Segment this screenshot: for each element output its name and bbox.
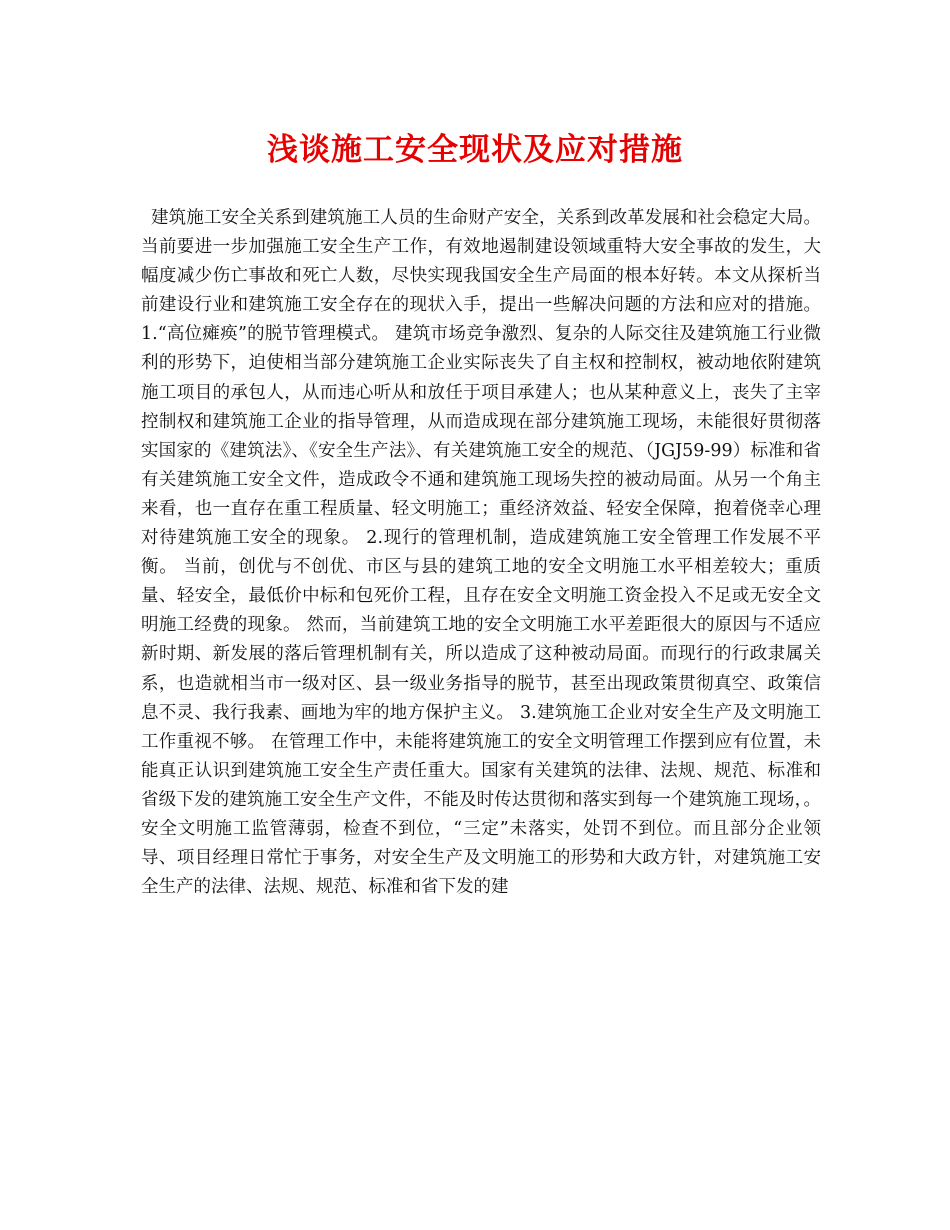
document-body: 建筑施工安全关系到建筑施工人员的生命财产安全，关系到改革发展和社会稳定大局。当前要进一步加强施工安全生产工作，有效地遏制建设领域重特大安全事故的发生，大幅度减少伤亡事故和死亡人数，尽快实现我国安全生产局面的根本好转。本文从探析当前建设行业和建筑施工安全存在的现状入手，提出一些解决问题的方法和应对的措施。 1.“高位瘫痪”的脱节管理模式。 建筑市场竞争激烈、复杂的人际交往及建筑施工行业微利的形势下，迫使相当部分建筑施工企业实际丧失了自主权和控制权，被动地依附建筑施工项目的承包人，从而违心听从和放任于项目承建人；也从某种意义上，丧失了主宰控制权和建筑施工企业的指导管理，从而造成现在部分建筑施工现场，未能很好贯彻落实国家的《建筑法》、《安全生产法》、有关建筑施工安全的规范、（JGJ59-99）标准和省有关建筑施工安全文件，造成政令不通和建筑施工现场失控的被动局面。从另一个角主来看，也一直存在重工程质量、轻文明施工；重经济效益、轻安全保障，抱着侥幸心理对待建筑施工安全的现象。 2.现行的管理机制，造成建筑施工安全管理工作发展不平衡。 当前，创优与不创优、市区与县的建筑工地的安全文明施工水平相差较大；重质量、轻安全，最低价中标和包死价工程，且存在安全文明施工资金投入不足或无安全文明施工经费的现象。 然而，当前建筑工地的安全文明施工水平差距很大的原因与不适应新时期、新发展的落后管理机制有关，所以造成了这种被动局面。而现行的行政隶属关系，也造就相当市一级对区、县一级业务指导的脱节，甚至出现政策贯彻真空、政策信息不灵、我行我素、画地为牢的地方保护主义。 3.建筑施工企业对安全生产及文明施工工作重视不够。 在管理工作中，未能将建筑施工的安全文明管理工作摆到应有位置，未能真正认识到建筑施工安全生产责任重大。国家有关建筑的法律、法规、规范、标准和省级下发的建筑施工安全生产文件，不能及时传达贯彻和落实到每一个建筑施工现场，。安全文明施工监管薄弱，检查不到位，“三定”未落实，处罚不到位。而且部分企业领导、项目经理日常忙于事务，对安全生产及文明施工的形势和大政方针，对建筑施工安全生产的法律、法规、规范、标准和省下发的建	[141, 208, 821, 898]
document-title: 浅谈施工安全现状及应对措施	[267, 132, 683, 168]
